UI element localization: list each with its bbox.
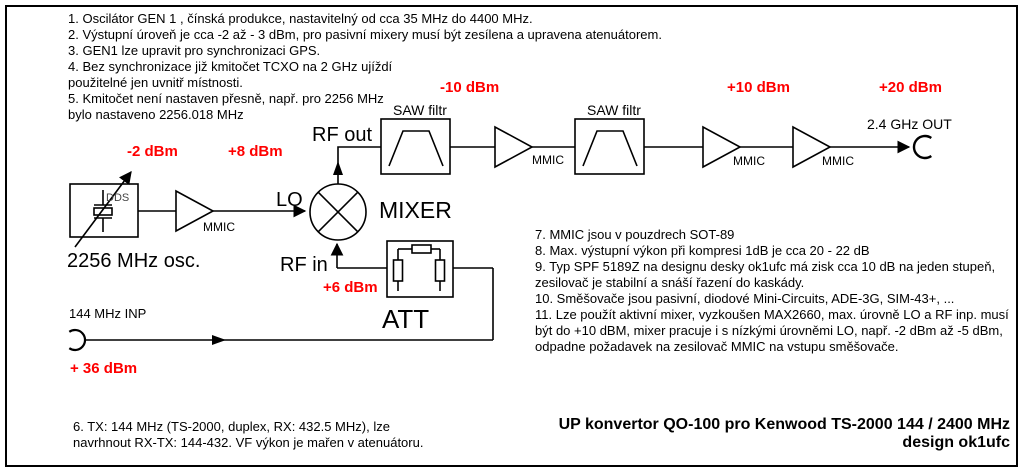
output-connector-icon: [914, 136, 931, 158]
amplifier-icon-2: [495, 127, 532, 167]
title-line-1: UP konvertor QO-100 pro Kenwood TS-2000 144 / 2400 MHz: [558, 416, 1010, 433]
level-final-out: +20 dBm: [879, 79, 942, 96]
note-bottom: [73, 419, 423, 451]
input-connector-icon: [69, 330, 85, 350]
bandpass-curve-icon: [583, 131, 637, 166]
level-osc-out: -2 dBm: [127, 143, 178, 160]
note-line: použitelné jen uvnitř místnosti.: [68, 75, 243, 90]
oscillator-label: 2256 MHz osc.: [67, 250, 201, 272]
note-line: 7. MMIC jsou v pouzdrech SOT-89: [535, 227, 735, 242]
mmic-label-1: MMIC: [203, 220, 235, 234]
attenuator-box: [387, 241, 453, 297]
note-line: 11. Lze použít aktivní mixer, vyzkoušen MAX2660, max. úrovně LO a RF inp. musí: [535, 307, 1009, 322]
note-line: 10. Směšovače jsou pasivní, diodové Mini-Circuits, ADE-3G, SIM-43+, ...: [535, 291, 955, 306]
note-line: 1. Oscilátor GEN 1 , čínská produkce, nastavitelný od cca 35 MHz do 4400 MHz.: [68, 11, 533, 26]
note-line: bylo nastaveno 2256.018 MHz: [68, 107, 244, 122]
mmic-label-3: MMIC: [733, 154, 765, 168]
note-line: odpadne požadavek na zesilovač MMIC na vstupu směšovače.: [535, 339, 899, 354]
note-line: být do +10 dBM, mixer pracuje i s nízkými úrovněmi LO, např. -2 dBm až -5 dBm,: [535, 323, 1003, 338]
note-line: navrhnout RX-TX: 144-432. VF výkon je mařen v atenuátoru.: [73, 435, 424, 450]
oscillator-box: [70, 172, 138, 247]
rf-out-port-label: RF out: [312, 124, 373, 146]
level-driver-out: +10 dBm: [727, 79, 790, 96]
note-line: 4. Bez synchronizace již kmitočet TCXO na 2 GHz ujíždí: [68, 59, 393, 74]
mmic-label-2: MMIC: [532, 153, 564, 167]
attenuator-label: ATT: [382, 304, 430, 334]
saw-filter-1-box: [381, 119, 450, 174]
note-line: 6. TX: 144 MHz (TS-2000, duplex, RX: 432.5 MHz), lze: [73, 419, 390, 434]
output-port-label: 2.4 GHz OUT: [867, 116, 952, 132]
arrow-right-icon: [212, 335, 226, 345]
notes-right: [535, 227, 1009, 355]
note-line: zesilovač je stabilní a snáší řazení do kaskády.: [535, 275, 805, 290]
level-tx-input: + 36 dBm: [70, 360, 138, 377]
note-line: 5. Kmitočet není nastaven přesně, např. pro 2256 MHz: [68, 91, 384, 106]
level-lo-drive: +8 dBm: [228, 143, 283, 160]
mixer-icon: [310, 184, 366, 240]
saw-filter-label-2: SAW filtr: [587, 102, 641, 118]
saw-filter-label-1: SAW filtr: [393, 102, 447, 118]
bandpass-curve-icon: [389, 131, 443, 166]
dds-label: DDS: [106, 192, 130, 204]
rf-in-port-label: RF in: [280, 254, 328, 276]
mixer-label: MIXER: [379, 197, 452, 223]
pi-attenuator-icon: [394, 245, 445, 291]
note-line: 3. GEN1 lze upravit pro synchronizaci GPS.: [68, 43, 321, 58]
notes-top: [68, 11, 662, 123]
arrow-up-icon: [333, 161, 343, 175]
input-port-label: 144 MHz INP: [69, 306, 147, 321]
mmic-label-4: MMIC: [822, 154, 854, 168]
lo-port-label: LO: [276, 189, 303, 211]
saw-filter-2-box: [575, 119, 644, 174]
note-line: 9. Typ SPF 5189Z na designu desky ok1ufc má zisk cca 10 dB na jeden stupeň,: [535, 259, 996, 274]
level-mixer-out: -10 dBm: [440, 79, 500, 96]
title-line-2: design ok1ufc: [902, 434, 1010, 451]
level-rf-in: +6 dBm: [323, 279, 378, 296]
wire-rf-out: [338, 147, 381, 184]
note-line: 8. Max. výstupní výkon při kompresi 1dB je cca 20 - 22 dB: [535, 243, 870, 258]
note-line: 2. Výstupní úroveň je cca -2 až - 3 dBm, pro pasivní mixery musí být zesílena a upravena atenuátorem.: [68, 27, 662, 42]
diagram-title: [490, 416, 1010, 452]
